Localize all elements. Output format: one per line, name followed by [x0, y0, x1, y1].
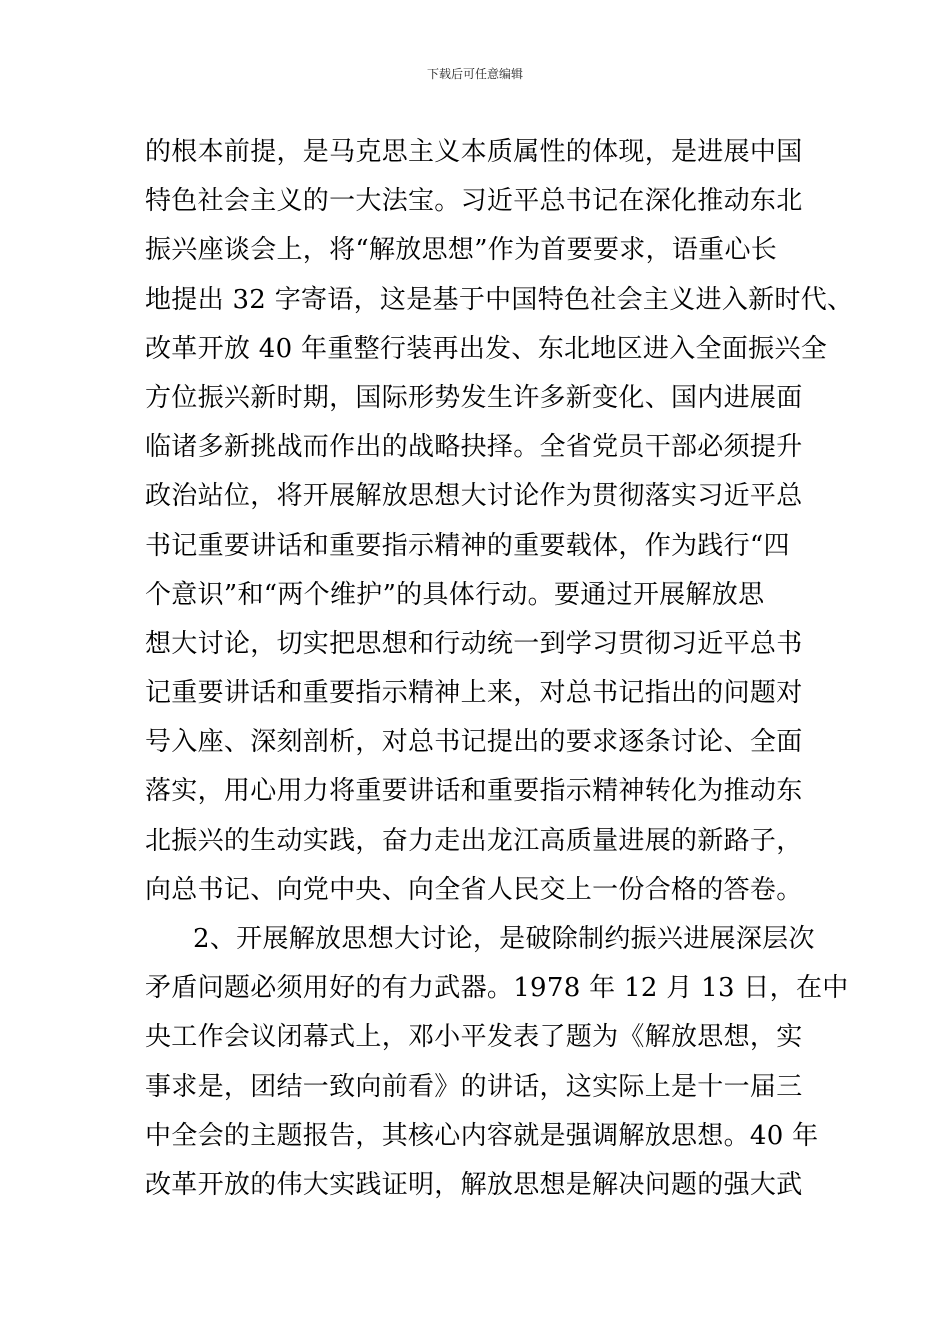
document-body — [145, 128, 854, 1210]
text-line: 临诸多新挑战而作出的战略抉择。全省党员干部必须提升 — [145, 432, 803, 463]
text-line: 地提出 32 字寄语，这是基于中国特色社会主义进入新时代、 — [145, 284, 854, 315]
text-line: 向总书记、向党中央、向全省人民交上一份合格的答卷。 — [145, 874, 803, 905]
text-line: 改革开放的伟大实践证明，解放思想是解决问题的强大武 — [145, 1169, 803, 1200]
text-line: 矛盾问题必须用好的有力武器。1978 年 12 月 13 日，在中 — [145, 973, 849, 1004]
text-line: 方位振兴新时期，国际形势发生许多新变化、国内进展面 — [145, 382, 803, 413]
text-line: 事求是，团结一致向前看》的讲话，这实际上是十一届三 — [145, 1071, 803, 1102]
text-line: 号入座、深刻剖析，对总书记提出的要求逐条讨论、全面 — [145, 727, 803, 758]
page-header: 下载后可任意编辑 — [426, 67, 523, 81]
text-line: 北振兴的生动实践，奋力走出龙江高质量进展的新路子， — [145, 825, 803, 856]
text-line: 2、开展解放思想大讨论，是破除制约振兴进展深层次 — [193, 924, 815, 954]
text-line: 落实，用心用力将重要讲话和重要指示精神转化为推动东 — [145, 776, 803, 807]
text-line: 政治站位，将开展解放思想大讨论作为贯彻落实习近平总 — [145, 481, 803, 512]
text-line: 个意识”和“两个维护”的具体行动。要通过开展解放思 — [145, 579, 765, 610]
text-line: 特色社会主义的一大法宝。习近平总书记在深化推动东北 — [145, 186, 803, 217]
text-line: 振兴座谈会上，将“解放思想”作为首要要求，语重心长 — [145, 235, 778, 266]
text-line: 央工作会议闭幕式上，邓小平发表了题为《解放思想，实 — [145, 1022, 803, 1053]
text-line: 书记重要讲话和重要指示精神的重要载体，作为践行“四 — [145, 530, 790, 561]
text-line: 中全会的主题报告，其核心内容就是强调解放思想。40 年 — [145, 1120, 819, 1151]
text-line: 想大讨论，切实把思想和行动统一到学习贯彻习近平总书 — [145, 628, 803, 659]
text-line: 改革开放 40 年重整行装再出发、东北地区进入全面振兴全 — [145, 333, 828, 364]
text-line: 记重要讲话和重要指示精神上来，对总书记指出的问题对 — [145, 678, 803, 709]
text-line: 的根本前提，是马克思主义本质属性的体现，是进展中国 — [145, 137, 803, 167]
